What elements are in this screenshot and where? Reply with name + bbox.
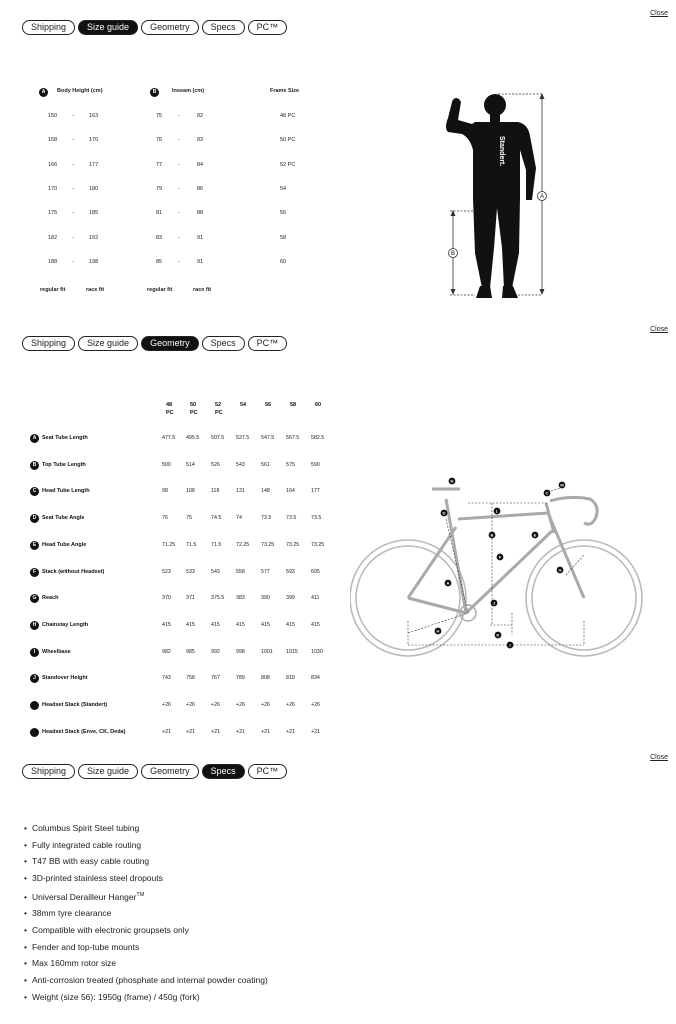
size-frame: 58 [280, 234, 287, 241]
size-dash: - [178, 161, 180, 168]
size-body-min: 175 [48, 210, 58, 217]
geometry-value: 590 [311, 461, 320, 468]
size-dash: - [178, 185, 180, 192]
col-frame-size: Frame Size [270, 88, 300, 94]
diagram-letter: F [498, 554, 502, 560]
spec-item: • 38mm tyre clearance [24, 905, 268, 922]
geometry-value: 507.5 [211, 435, 225, 441]
foot-regular-fit-2: regular fit [147, 287, 173, 293]
geometry-value: 415 [162, 621, 171, 628]
geometry-value: 73.5 [261, 515, 272, 522]
size-column-header: 56 [265, 402, 272, 408]
foot-regular-fit-1: regular fit [40, 287, 66, 293]
geometry-value: 177 [311, 488, 320, 495]
geometry-row-label: Reach [42, 595, 59, 602]
tab-specs[interactable]: Specs [202, 20, 245, 35]
geometry-key-badge: A [30, 434, 39, 443]
geometry-value: 808 [261, 675, 270, 682]
size-inseam-min: 79 [156, 185, 163, 192]
geometry-value: 390 [261, 595, 270, 602]
tab-size-guide[interactable]: Size guide [78, 764, 138, 779]
geometry-value: 514 [186, 461, 195, 468]
size-body-max: 192 [89, 234, 99, 241]
spec-item [24, 887, 268, 906]
geometry-value: 789 [236, 675, 245, 682]
spec-item: • 3D-printed stainless steel dropouts [24, 870, 268, 887]
badge-a: A [39, 88, 48, 97]
size-dash: - [178, 210, 180, 217]
geometry-value: 399 [286, 595, 295, 602]
tab-size-guide[interactable]: Size guide [78, 336, 138, 351]
tab-pc[interactable]: PC™ [248, 764, 288, 779]
geometry-value: 533 [186, 568, 195, 575]
spec-item: • Compatible with electronic groupsets only [24, 922, 268, 939]
size-frame: 48 PC [280, 113, 296, 119]
diagram-letter: E [533, 532, 537, 538]
tab-pc[interactable]: PC™ [248, 336, 288, 351]
geometry-key-badge: H [30, 621, 39, 630]
spec-item: • Max 160mm rotor size [24, 955, 268, 972]
size-body-max: 177 [89, 161, 99, 168]
size-dash: - [72, 137, 74, 144]
size-body-min: 150 [48, 113, 58, 119]
geometry-value: 415 [311, 621, 320, 628]
tab-geometry[interactable]: Geometry [141, 20, 199, 35]
size-frame: 54 [280, 185, 287, 192]
geometry-value: 74 [236, 515, 242, 522]
spec-item: • Weight (size 56): 1950g (frame) / 450g (fork) [24, 989, 268, 1006]
diagram-letter: H [436, 628, 440, 634]
geometry-value: 577 [261, 568, 270, 575]
geometry-value: 1001 [261, 648, 273, 655]
geometry-value: 527.5 [236, 435, 250, 441]
size-dash: - [72, 185, 74, 192]
geometry-value: 1015 [286, 648, 298, 655]
geometry-row-label: Standover Height [42, 675, 88, 682]
size-inseam-min: 77 [156, 161, 163, 168]
geometry-value: 1030 [311, 648, 323, 655]
size-body-max: 198 [89, 258, 99, 265]
geometry-value: 582.5 [311, 435, 325, 441]
geometry-value: 500 [162, 461, 171, 468]
size-frame: 56 [280, 210, 287, 217]
badge-b: B [150, 88, 159, 97]
tab-bar [22, 20, 287, 35]
geometry-value: 383 [236, 595, 245, 602]
size-body-max: 170 [89, 137, 99, 144]
geometry-value: 543 [211, 568, 220, 575]
diagram-letter: N [450, 478, 454, 484]
col-body-height: Body Height (cm) [57, 88, 103, 94]
size-column-header: 48 [166, 402, 173, 408]
diagram-letter: D [442, 510, 446, 516]
geometry-value: 543 [236, 461, 245, 468]
diagram-letter: K [496, 632, 500, 638]
geometry-value: 73.5 [286, 515, 297, 522]
geometry-value: 547.5 [261, 435, 275, 441]
tab-bar [22, 336, 287, 351]
geometry-value: 982 [162, 648, 171, 655]
spec-item: • T47 BB with easy cable routing [24, 853, 268, 870]
geometry-key-badge: C [30, 487, 39, 496]
size-body-min: 170 [48, 185, 58, 192]
diagram-letter: L [495, 508, 499, 514]
geometry-value: 758 [186, 675, 195, 682]
size-frame: 60 [280, 258, 287, 265]
size-column-header: 58 [290, 402, 297, 408]
size-inseam-max: 82 [197, 113, 204, 119]
geometry-value: 985 [186, 648, 195, 655]
size-column-header: 54 [240, 402, 247, 408]
size-inseam-min: 83 [156, 234, 163, 241]
spec-item: • Columbus Spirit Steel tubing [24, 820, 268, 837]
geometry-value: 526 [211, 461, 220, 468]
geometry-value: +26 [311, 702, 320, 708]
geometry-value: 118 [211, 488, 220, 495]
geometry-value: +26 [236, 702, 245, 708]
geometry-row-label: Head Tube Length [42, 488, 90, 495]
tab-shipping[interactable]: Shipping [22, 20, 75, 35]
geometry-value: +21 [286, 728, 295, 735]
spec-item: • Anti-corrosion treated (phosphate and internal powder coating) [24, 972, 268, 989]
size-inseam-min: 81 [156, 210, 163, 217]
diagram-letter: C [545, 490, 549, 496]
diagram-letter: I [509, 642, 511, 648]
geometry-value: 71.5 [186, 541, 197, 548]
geometry-key-badge [30, 728, 39, 737]
geometry-value: +21 [186, 728, 195, 735]
size-inseam-min: 75 [156, 113, 163, 119]
size-dash: - [72, 210, 74, 217]
geometry-row-label: Stack (without Headset) [42, 568, 105, 575]
geometry-value: 992 [211, 648, 220, 655]
size-inseam-max: 91 [197, 258, 204, 265]
geometry-value: 73.5 [311, 515, 322, 522]
geometry-value: 74.5 [211, 515, 222, 522]
geometry-value: 415 [286, 621, 295, 628]
geometry-value: 561 [261, 461, 270, 468]
geometry-row-label: Top Tube Length [42, 461, 86, 468]
close-link[interactable]: Close [650, 754, 668, 761]
geometry-key-badge: E [30, 541, 39, 550]
spec-item: • Fully integrated cable routing [24, 837, 268, 854]
tab-shipping[interactable]: Shipping [22, 764, 75, 779]
tab-pc[interactable]: PC™ [248, 20, 288, 35]
size-column-header: 60 [315, 402, 322, 408]
geometry-row-label: Wheelbase [42, 648, 71, 655]
geometry-value: 73.25 [311, 541, 325, 548]
diagram-letter: A [446, 580, 450, 586]
geometry-value: +26 [286, 702, 295, 708]
geometry-key-badge: F [30, 568, 39, 577]
size-body-min: 166 [48, 161, 58, 168]
geometry-key-badge: G [30, 594, 39, 603]
geometry-value: 370 [162, 595, 171, 602]
size-inseam-max: 84 [197, 161, 204, 168]
diagram-letter: M [560, 482, 564, 488]
geometry-value: 477.5 [162, 435, 176, 441]
diagram-letter: J [492, 600, 496, 606]
geometry-value: 371 [186, 595, 195, 602]
geometry-value: +21 [261, 728, 270, 735]
geometry-value: 71.5 [211, 541, 222, 548]
size-frame: 50 PC [280, 137, 296, 144]
geometry-value: +26 [186, 702, 195, 708]
spec-item: • Fender and top-tube mounts [24, 939, 268, 956]
geometry-value: 415 [236, 621, 245, 628]
size-inseam-min: 85 [156, 258, 163, 265]
spec-text: Universal Derailleur Hanger [31, 891, 137, 902]
geometry-value: 415 [211, 621, 220, 628]
geometry-value: 131 [236, 488, 245, 495]
size-dash: - [72, 258, 74, 265]
size-dash: - [72, 234, 74, 241]
tab-geometry[interactable]: Geometry [141, 336, 199, 351]
geometry-value: +26 [261, 702, 270, 708]
geometry-value: 605 [311, 568, 320, 575]
size-column-suffix: PC [215, 410, 223, 416]
geometry-value: 558 [236, 568, 245, 575]
tab-specs[interactable]: Specs [202, 764, 245, 779]
size-column-header: 52 [215, 402, 222, 408]
geometry-key-badge: B [30, 461, 39, 470]
geometry-key-badge: J [30, 674, 39, 683]
close-link[interactable]: Close [650, 326, 668, 333]
specs-list [24, 820, 268, 1006]
geometry-value: 75 [186, 515, 192, 522]
geometry-value: 411 [311, 595, 320, 602]
size-inseam-max: 83 [197, 137, 204, 144]
geometry-value: 164 [286, 488, 295, 495]
size-dash: - [178, 137, 180, 144]
close-link[interactable]: Close [650, 10, 668, 17]
geometry-value: 819 [286, 675, 295, 682]
geometry-value: 76 [162, 515, 168, 522]
geometry-row-label: Seat Tube Angle [42, 515, 85, 522]
geometry-value: 495.5 [186, 435, 200, 441]
geometry-value: +21 [162, 728, 171, 735]
geometry-value: 567.5 [286, 435, 300, 441]
geometry-value: 593 [286, 568, 295, 575]
geometry-value: +26 [162, 702, 171, 708]
size-dash: - [178, 234, 180, 241]
size-dash: - [178, 258, 180, 265]
trademark-sup: TM [136, 891, 145, 898]
size-dash: - [72, 113, 74, 119]
figure-label-b: B [450, 251, 456, 257]
size-column-suffix: PC [190, 410, 198, 416]
geometry-row-label: Head Tube Angle [42, 541, 87, 548]
body-silhouette-figure [440, 88, 560, 303]
geometry-value: 73.25 [286, 541, 300, 548]
geometry-value: +21 [211, 728, 220, 735]
geometry-value: 575 [286, 461, 295, 468]
tab-specs[interactable]: Specs [202, 336, 245, 351]
size-frame: 52 PC [280, 161, 296, 168]
geometry-value: 73.25 [261, 541, 275, 548]
foot-race-fit-2: race fit [193, 287, 212, 293]
geometry-value: 767 [211, 675, 220, 682]
figure-brand-text: Standert. [498, 136, 505, 167]
geometry-key-badge [30, 701, 39, 710]
tab-bar [22, 764, 287, 779]
tab-geometry[interactable]: Geometry [141, 764, 199, 779]
geometry-value: 523 [162, 568, 171, 575]
geometry-value: 71.25 [162, 541, 176, 548]
geometry-value: +21 [236, 728, 245, 735]
geometry-value: 375.5 [211, 595, 225, 602]
geometry-value: 148 [261, 488, 270, 495]
geometry-row-label: Chainstay Length [42, 621, 89, 628]
figure-label-a: A [539, 194, 545, 200]
size-guide-section [0, 0, 676, 320]
size-body-min: 188 [48, 258, 58, 265]
geometry-value: +21 [311, 728, 320, 735]
diagram-letter: B [490, 532, 494, 538]
geometry-value: 108 [186, 488, 195, 495]
col-inseam: Inseam (cm) [172, 88, 205, 94]
size-column-suffix: PC [166, 410, 174, 416]
size-dash: - [178, 113, 180, 119]
geometry-row-label: Headset Stack (Enve, CK, Deda) [42, 728, 126, 735]
geometry-value: 743 [162, 675, 171, 682]
size-body-min: 158 [48, 137, 58, 144]
size-column-header: 50 [190, 402, 197, 408]
size-inseam-min: 76 [156, 137, 163, 144]
geometry-value: 98 [162, 488, 168, 495]
size-inseam-max: 86 [197, 185, 204, 192]
geometry-value: 415 [261, 621, 270, 628]
geometry-key-badge: D [30, 514, 39, 523]
size-inseam-max: 91 [197, 234, 204, 241]
size-body-max: 163 [89, 113, 99, 119]
bike-geometry-diagram [350, 475, 646, 665]
geometry-value: 998 [236, 648, 245, 655]
tab-shipping[interactable]: Shipping [22, 336, 75, 351]
geometry-value: 72.25 [236, 541, 250, 548]
diagram-letter: G [558, 567, 562, 573]
geometry-section [0, 320, 676, 750]
size-dash: - [72, 161, 74, 168]
geometry-value: 415 [186, 621, 195, 628]
foot-race-fit-1: race fit [86, 287, 105, 293]
tab-size-guide[interactable]: Size guide [78, 20, 138, 35]
geometry-value: 834 [311, 675, 320, 682]
size-inseam-max: 88 [197, 210, 204, 217]
geometry-key-badge: I [30, 648, 39, 657]
geometry-value: +26 [211, 702, 220, 708]
size-body-min: 182 [48, 234, 58, 241]
geometry-row-label: Seat Tube Length [42, 435, 88, 441]
size-body-max: 180 [89, 185, 99, 192]
geometry-row-label: Headset Stack (Standert) [42, 702, 108, 708]
size-body-max: 185 [89, 210, 99, 217]
